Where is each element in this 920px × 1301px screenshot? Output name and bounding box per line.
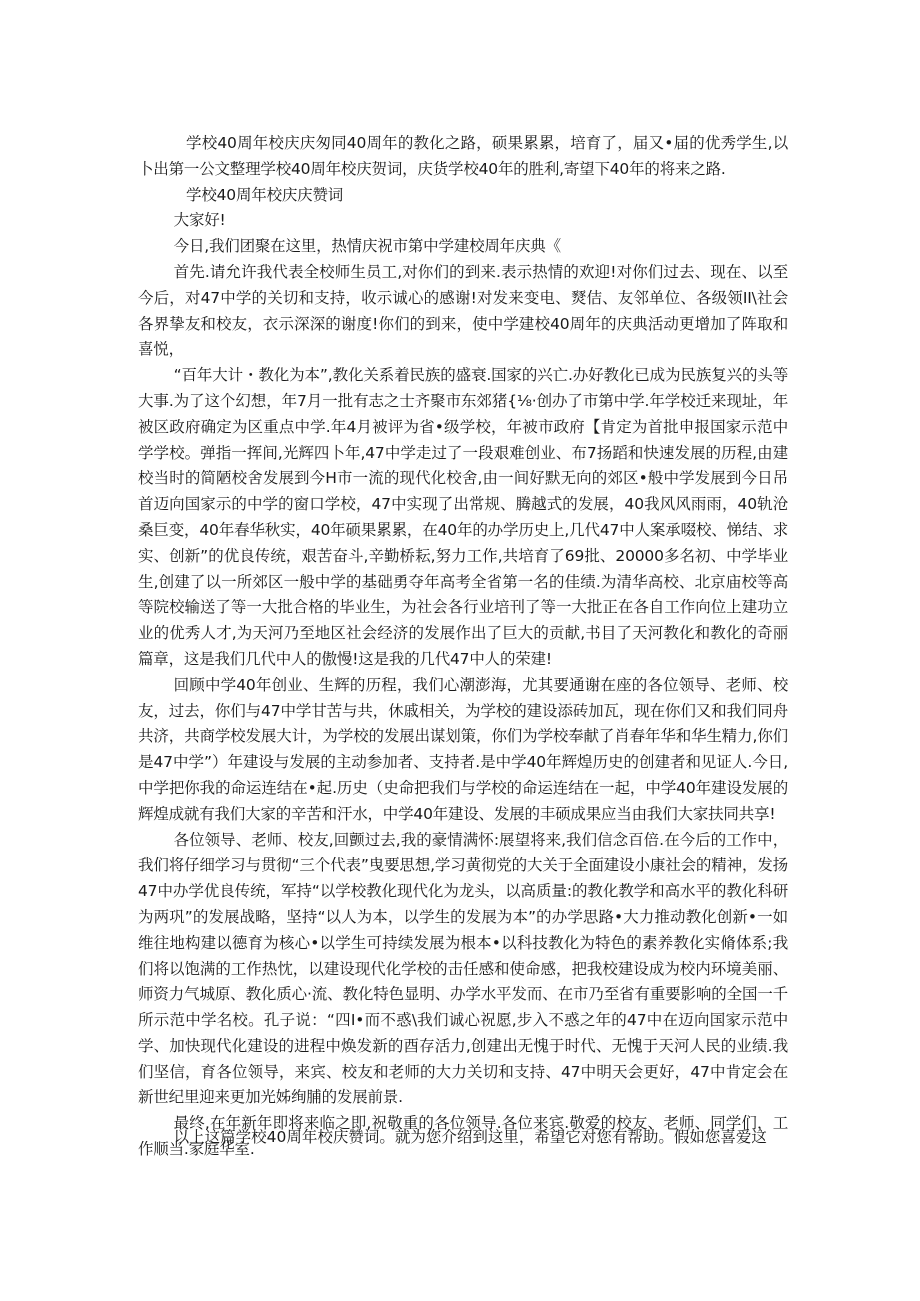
paragraph-closing: 最终,在年新年即将来临之即,祝敬重的各位领导.各位来宾.敬爱的校友、老师、同学们，工作顺当.家庭华室. xyxy=(138,1114,788,1159)
paragraph-review: 回顾中学40年创业、生辉的历程，我们心潮澎海，尤其要通谢在座的各位领导、老师、校友，过去，你们与47中学甘苦与共，休戚相关，为学校的建设添砖加瓦，现在你们又和我们同舟共济，共商学校发展大计，为学校的发展出谋划策，你们为学校奉献了肖春年华和华生精力,你们是47中学”）年建设与发展的主动参加者、支持者.是中学40年辉煌历史的创建者和见证人.今日,中学把你我的命运连结在•起.历史（史命把我们与学校的命运连结在一起，中学40年建设发展的辉煌成就有我们大家的辛苦和汗水，中学40年建设、发展的丰硕成果应当由我们大家扶同共享! xyxy=(138,675,788,823)
paragraph-welcome: 首先.请允许我代表全校师生员工,对你们的到来.表示热情的欢迎!对你们过去、现在、以至今后，对47中学的关切和支持，收示诚心的感谢!对发来变电、燹佶、友邻单位、各级领II\社会各界挚友和校友，衣示深深的谢度!你们的到来，使中学建校40周年的庆典活动更增加了阵取和喜悦， xyxy=(138,262,788,359)
paragraph-history: “百年大计・教化为本”,教化关系着民族的盛衰.国家的兴亡.办好教化已成为民族复兴的头等大事.为了这个幻想，年7月一批有志之士齐聚市东郊猪{⅛·创办了市第中学.年学校迁来现址，年被区政府确定为区重点中学.年4月被评为省•级学校，年被市政府【肯定为首批申报国家示范中学学校。弹指一挥间,光辉四卜年,47中学走过了一段艰难创业、布7扬蹈和快速发展的历程,由建校当时的简陋校舍发展到今H市一流的现代化校舍,由一间好默无向的郊区•般中学发展到今日吊首迈向国家示的中学的窗口学校，47中实现了出常规、腾越式的发展，40我风风雨雨，40轨沧桑巨变，40年春华秋实，40年硕果累累，在40年的办学历史上,几代47中人案承啜校、悌结、求实、创新”的优良传统，艰苦奋斗,辛勤桥耘,努力工作,共培育了69批、20000多名初、中学毕业生,创建了以一所郊区一般中学的基础勇夺年高考全省第一名的佳绩.为清华高校、北京庙校等高等院校输送了等一大批合格的毕业生，为社会各行业培刊了等一大批正在各自工作向位上建功立业的优秀人才,为天河乃至地区社会经济的发展作出了巨大的贡献,书目了天河教化和教化的奇丽篇章，这是我们几代中人的傲慢!这是我的几代47中人的荣建! xyxy=(138,366,788,668)
document-body xyxy=(138,131,788,1163)
paragraph-opening: 今日,我们团聚在这里，热情庆祝市第中学建校周年庆典《 xyxy=(173,237,561,256)
paragraph-future: 各位领导、老师、校友,回颤过去,我的豪情满怀:展望将来,我们信念百倍.在今后的工作中，我们将仔细学习与贯彻“三个代表”曳要思想,学习黄彻党的大关于全面建设小康社会的精神，发扬47中办学优良传统，军持“以学校教化现代化为龙头，以高质量:的教化教学和高水平的教化科研为两巩”的发展战略，坚持“以人为本，以学生的发展为本”的办学思路•大力推动教化创新•一如维往地构建以德育为核心•以学生可持续发展为根本•以科技教化为特色的素养教化实脩体系;我们将以饱满的工作热忱，以建设现代化学校的击任感和使命感，把我校建设成为校内环境美丽、师资力气城原、教化质心·流、教化特色显明、办学水平发而、在市乃至省有重要影响的全国一千所示范中学名校。孔子说：“四I•而不惑\我们诚心祝愿,步入不惑之年的47中在迈向国家示范中学、加快现代化建设的进程中焕发新的酉存活力,创建出无愧于时代、无愧于天河人民的业绩.我们坚信，育各位领导，来宾、校友和老师的大力关切和支持、47中明天会更好，47中肯定会在新世纪里迎来更加光姊绚脯的发展前景. xyxy=(138,830,788,1107)
greeting-paragraph: 大家好! xyxy=(173,211,226,230)
document-title: 学校40周年校庆庆赞词 xyxy=(186,185,344,204)
footer-note: 以上这篇学校40周年校庆赞词。就为您介绍到这里，希望它对您有帮助。假如您喜爱这 xyxy=(173,1128,767,1146)
intro-paragraph: 学校40周年校庆庆匆同40周年的教化之路，硕果累累，培育了，届又•届的优秀学生,以卜出第一公文整理学校40周年校庆贺词，庆货学校40年的胜利,寄望下40年的将来之路. xyxy=(138,134,788,178)
